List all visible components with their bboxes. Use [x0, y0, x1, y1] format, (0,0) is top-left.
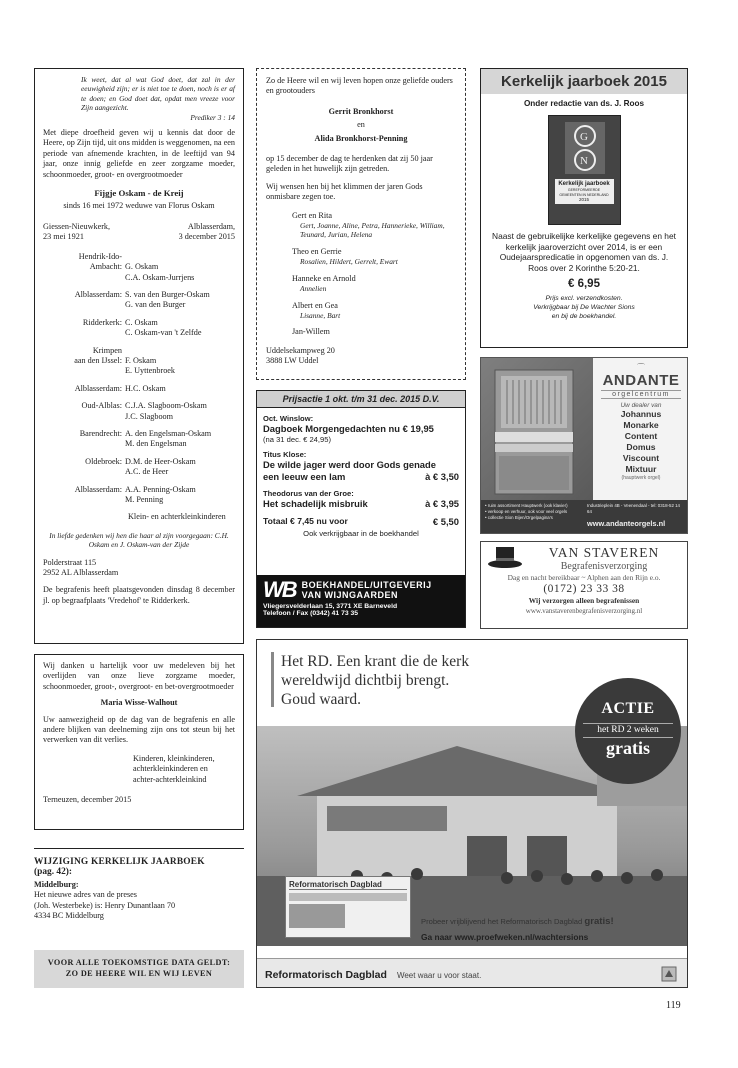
- badge-weeks: het RD 2 weken: [583, 723, 673, 738]
- staveren-type: Begrafenisverzorging: [560, 561, 648, 572]
- andante-note: • ruim assortiment Hauptwerk (ook klavier): [485, 503, 568, 508]
- family-group: Gert en Rita Gert, Joanne, Aline, Petra, Hannerieke, William, Teunard, Jurian, Helena: [292, 210, 445, 240]
- andante-arc-icon: ⌒: [637, 363, 645, 372]
- item2-price: à € 3,50: [425, 471, 459, 482]
- item2-author: Titus Klose:: [263, 450, 307, 459]
- birth-date: 23 mei 1921: [43, 232, 84, 242]
- jaarboek-price: € 6,95: [568, 278, 600, 291]
- deceased-name: Fijgje Oskam - de Kreij: [94, 188, 184, 199]
- bookshop-name-2: VAN WIJNGAARDEN: [301, 590, 398, 600]
- andante-url[interactable]: www.andanteorgels.nl: [587, 519, 666, 528]
- family-row: Oldebroek: D.M. de Heer-Oskam A.C. de Heer: [85, 456, 196, 477]
- item3-price: à € 3,95: [425, 498, 459, 509]
- thanks-text: Wij danken u hartelijk voor uw medeleven bij het overlijden van onze lieve zorgzame moeder, schoonmoeder, groot-, overgroot- en bet-overgrootmoeder: [43, 661, 235, 691]
- address-line-1: Polderstraat 115: [43, 557, 97, 567]
- svg-text:G: G: [579, 131, 588, 143]
- bookshop-header: Prijsactie 1 okt. t/m 31 dec. 2015 D.V.: [257, 391, 465, 408]
- birth-place: Giessen-Nieuwkerk,: [43, 221, 111, 231]
- book-cover: [548, 115, 621, 225]
- item1-author: Oct. Winslow:: [263, 414, 314, 423]
- family-row: Alblasserdam: S. van den Burger-Oskam G. van den Burger: [74, 289, 210, 310]
- memory-line: In liefde gedenken wij hen die haar al zijn voorgegaan: C.H. Oskam en J. Oskam-van der Zijde: [49, 530, 229, 550]
- brand-item: Monarke: [623, 420, 659, 430]
- item1-note: (na 31 dec. € 24,95): [263, 435, 331, 444]
- brand-item: Johannus: [620, 409, 662, 419]
- footer-box: [34, 950, 244, 988]
- mixtuur-note: (hauptwerk orgel): [621, 475, 661, 481]
- andante-sub: orgelcentrum: [601, 390, 681, 399]
- rd-footer-logo-icon: [661, 966, 677, 982]
- cover-subtitle: GEREFORMEERDE GEMEENTEN IN NEDERLAND: [559, 188, 609, 197]
- wb-logo: WB: [263, 577, 296, 602]
- promo-url[interactable]: Ga naar www.proefweken.nl/wachtersions: [421, 932, 589, 942]
- family-row: Krimpen: [92, 345, 122, 355]
- death-place: Alblasserdam,: [187, 221, 235, 231]
- promo-block: [421, 916, 681, 942]
- change-line-1: Het nieuwe adres van de preses: [34, 890, 137, 900]
- cover-title: Kerkelijk jaarboek: [558, 181, 610, 187]
- thanks-name: Maria Wisse-Walhout: [100, 698, 178, 708]
- badge-gratis: gratis: [606, 738, 650, 758]
- family-row: Oud-Alblas: C.J.A. Slagboom-Oskam J.C. Slagboom: [81, 401, 207, 421]
- organ-photo: [481, 358, 593, 500]
- anniversary-address-2: 3888 LW Uddel: [266, 356, 319, 366]
- brand-item: Content: [624, 431, 658, 441]
- anniversary-intro: Zo de Heere wil en wij leven hopen onze geliefde ouders en grootouders: [266, 76, 453, 96]
- verse: Ik weet, dat al wat God doet, dat zal in der eeuwigheid zijn; er is niet toe te doen, noch is er af te doen; en God doet dat, opdat men vreeze voor Zijn aangezicht.: [81, 75, 235, 113]
- svg-text:N: N: [579, 155, 588, 167]
- rd-ad: [256, 639, 688, 988]
- item2-title-2: een leeuw een lam: [263, 471, 346, 482]
- change-line-2: (Joh. Westerbeke) is: Henry Dunantlaan 70: [34, 900, 176, 910]
- address-line-2: 2952 AL Alblasserdam: [43, 568, 119, 578]
- bookshop-address: Vliegersvelderlaan 15, 3771 XE Barneveld: [263, 603, 398, 610]
- andante-note: • verkoop en verhuur, ook voor veel orgels: [485, 509, 568, 514]
- rd-headline-2: wereldwijd dichtbij brengt.: [281, 672, 450, 689]
- family-group: Jan-Willem: [292, 327, 330, 337]
- family-row: Barendrecht: A. den Engelsman-Oskam M. den Engelsman: [79, 428, 212, 449]
- death-notice: [34, 68, 244, 644]
- newspaper-masthead: Reformatorisch Dagblad: [289, 880, 407, 890]
- staveren-ad: [480, 541, 688, 629]
- change-notice: [34, 848, 244, 922]
- staveren-name: VAN STAVEREN: [548, 545, 660, 560]
- bookshop-phone: Telefoon / Fax (0342) 41 73 35: [263, 610, 359, 617]
- change-title: WIJZIGING KERKELIJK JAARBOEK: [34, 857, 205, 867]
- family-row: Hendrik-Ido-: [78, 251, 122, 261]
- andante-footer: [481, 500, 687, 534]
- thanks-sign-3: achter-achterkleinkind: [133, 774, 207, 784]
- widow-line: sinds 16 mei 1972 weduwe van Florus Oskam: [63, 201, 215, 211]
- andante-address: Industrieplein 4B - Veenendaal - tel: 0318-52 14 64: [587, 503, 681, 514]
- top-hat-icon: [485, 545, 525, 571]
- brand-item: Viscount: [622, 453, 660, 463]
- total-price: € 5,50: [432, 516, 459, 527]
- staveren-phone: (0172) 23 33 38: [543, 583, 625, 595]
- thanks-sign-2: achterkleinkinderen en: [133, 764, 208, 774]
- jaarboek-subtitle: Onder redactie van ds. J. Roos: [523, 99, 645, 108]
- family-group: Albert en Gea Lisanne, Bart: [292, 300, 341, 320]
- thanks-notice: [34, 654, 244, 830]
- anniversary-text: op 15 december de dag te herdenken dat zij 50 jaar geleden in het huwelijk zijn getreden.: [266, 154, 433, 174]
- jaarboek-ad: [480, 68, 688, 348]
- staveren-url[interactable]: www.vanstaverenbegrafenisverzorging.nl: [525, 607, 643, 615]
- family-row: Ambacht: G. Oskam C.A. Oskam-Jurrjens: [89, 262, 195, 282]
- bookshop-body: [257, 408, 465, 542]
- rd-footer-slogan: Weet waar u voor staat.: [396, 971, 482, 980]
- rd-footer: [257, 958, 687, 988]
- bookshop-footer: [257, 575, 465, 627]
- dealer-label: Uw dealer van: [620, 402, 662, 409]
- family-row: Alblasserdam: H.C. Oskam: [74, 383, 166, 393]
- total-label: Totaal € 7,45 nu voor: [263, 516, 348, 526]
- death-intro: Met diepe droefheid geven wij u kennis dat door de Heere, op Zijn tijd, uit ons midden is weggenomen, na een periode van afnemende krachten, in de leeftijd van 94 jaar, onze innig geliefde en zeer zorgzame moeder, schoonmoeder, groot- en overgrootmoeder: [43, 128, 235, 179]
- verse-ref: Prediker 3 : 14: [190, 112, 235, 122]
- family-row: Alblasserdam: A.A. Penning-Oskam M. Penning: [74, 484, 196, 504]
- bookshop-ad: [256, 390, 466, 628]
- promo-text: Probeer vrijblijvend het Reformatorisch Dagblad gratis!: [421, 916, 614, 927]
- brand-item: Mixtuur: [625, 464, 657, 474]
- change-place: Middelburg:: [34, 880, 79, 889]
- newspaper-image: [285, 876, 411, 938]
- rd-footer-name: Reformatorisch Dagblad: [265, 969, 387, 981]
- cover-year: 2015: [578, 197, 589, 202]
- thanks-text-2: Uw aanwezigheid op de dag van de begrafenis en alle andere blijken van deelneming zijn ons tot steun bij het verwerken van dit verlies.: [43, 714, 235, 745]
- item1-title: Dagboek Morgengedachten nu € 19,95: [263, 423, 434, 434]
- andante-note: • collectie Sion Bijen/Orgelpagina's: [485, 515, 553, 520]
- available-line: Ook verkrijgbaar in de boekhandel: [303, 529, 419, 538]
- anniversary-notice: [256, 68, 466, 380]
- jaarboek-note-2: Verkrijgbaar bij De Wachter Sions: [533, 303, 635, 311]
- actie-badge: [575, 678, 681, 784]
- badge-actie: ACTIE: [601, 700, 655, 717]
- jaarboek-note-1: Prijs excl. verzendkosten.: [545, 295, 623, 303]
- thanks-place: Terneuzen, december 2015: [43, 795, 132, 805]
- page-number: 119: [666, 1000, 681, 1011]
- wife-name: Alida Bronkhorst-Penning: [314, 133, 408, 143]
- jaarboek-description: Naast de gebruikelijke kerkelijke gegevens en het kerkelijk jaaroverzicht over 2014, is er een Oudejaarspredicatie in opgenomen van ds. J. Roos over 2 Korinthe 5:20-21.: [492, 231, 676, 273]
- book-cover-emblem-icon: [549, 118, 622, 178]
- brand-item: Domus: [626, 442, 656, 452]
- rd-headline-3: Goud waard.: [281, 691, 362, 708]
- andante-brand: ANDANTE: [602, 372, 680, 389]
- change-page: (pag. 42):: [34, 867, 73, 877]
- anniversary-address-1: Uddelsekampweg 20: [266, 345, 335, 355]
- dates-block: [43, 222, 235, 243]
- thanks-sign-1: Kinderen, kleinkinderen,: [133, 753, 215, 763]
- organ-image-icon: [481, 358, 593, 500]
- death-date: 3 december 2015: [178, 232, 235, 242]
- change-line-3: 4334 BC Middelburg: [34, 911, 104, 921]
- grandchildren: Klein- en achterkleinkinderen: [128, 512, 226, 522]
- anniversary-wish: Wij wensen hen bij het klimmen der jaren Gods onmisbare zegen toe.: [266, 181, 423, 202]
- funeral-text: De begrafenis heeft plaatsgevonden dinsdag 8 december jl. op begraafplaats 'Vredehof' te Ridderkerk.: [43, 585, 235, 605]
- staveren-availability: Dag en nacht bereikbaar ~ Alphen aan den Rijn e.o.: [507, 573, 661, 582]
- jaarboek-title: Kerkelijk jaarboek 2015: [481, 69, 687, 94]
- andante-ad: [480, 357, 688, 534]
- item2-title-1: De wilde jager werd door Gods genade: [263, 459, 436, 470]
- family-group: Hanneke en Arnold Annelien: [292, 273, 356, 294]
- family-row: Ridderkerk: C. Oskam C. Oskam-van 't Zelfde: [82, 317, 202, 338]
- item3-author: Theodorus van der Groe:: [263, 489, 354, 498]
- footer-line-1: VOOR ALLE TOEKOMSTIGE DATA GELDT:: [47, 958, 231, 967]
- family-row: aan den IJssel: F. Oskam E. Uyttenbroek: [74, 355, 176, 376]
- family-group: Theo en Gerrie Rosalien, Hildert, Gerrelt, Ewart: [292, 246, 398, 267]
- husband-name: Gerrit Bronkhorst: [328, 106, 394, 116]
- jaarboek-note-3: en bij de boekhandel.: [551, 312, 617, 320]
- rd-headline-1: Het RD. Een krant die de kerk: [281, 653, 470, 670]
- bookshop-name-1: BOEKHANDEL/UITGEVERIJ: [301, 580, 432, 590]
- item3-title: Het schadelijk misbruik: [263, 498, 368, 509]
- staveren-slogan: Wij verzorgen alleen begrafenissen: [528, 596, 640, 605]
- family-list: [43, 252, 235, 523]
- footer-line-2: ZO DE HEERE WIL EN WIJ LEVEN: [65, 969, 213, 978]
- andante-brand-panel: [593, 358, 688, 500]
- and-word: en: [357, 120, 365, 130]
